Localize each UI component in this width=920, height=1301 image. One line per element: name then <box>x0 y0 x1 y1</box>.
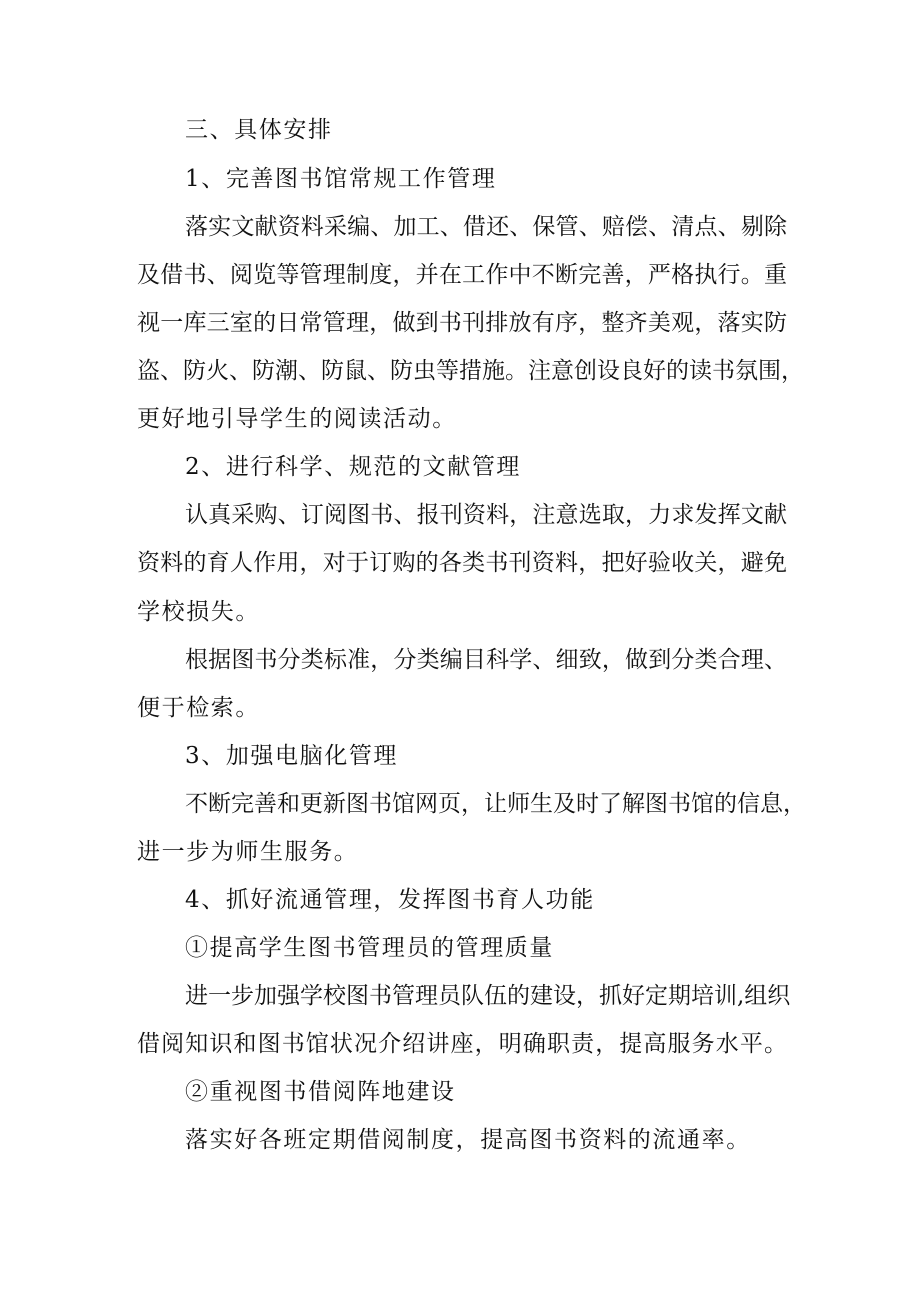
paragraph-line: 更好地引导学生的阅读活动。 <box>137 406 457 432</box>
subheading-4-1: ①提高学生图书管理员的管理质量 <box>185 935 554 961</box>
subheading-3: 3、加强电脑化管理 <box>185 743 399 769</box>
paragraph-line: 认真采购、订阅图书、报刊资料，注意选取，力求发挥文献 <box>185 502 787 528</box>
paragraph-line: 及借书、阅览等管理制度，并在工作中不断完善，严格执行。重 <box>137 262 787 288</box>
paragraph-line: 资料的育人作用，对于订购的各类书刊资料，把好验收关，避免 <box>137 550 787 576</box>
paragraph-line: 落实文献资料采编、加工、借还、保管、赔偿、清点、剔除 <box>185 214 787 240</box>
paragraph-line: 学校损失。 <box>137 599 260 625</box>
paragraph-line: 借阅知识和图书馆状况介绍讲座，明确职责，提高服务水平。 <box>137 1031 787 1057</box>
paragraph-line: 不断完善和更新图书馆网页，让师生及时了解图书馆的信息， <box>185 791 806 817</box>
subheading-4-2: ②重视图书借阅阵地建设 <box>185 1079 456 1105</box>
section-heading: 三、具体安排 <box>185 117 333 143</box>
paragraph-line: 便于检索。 <box>137 695 260 721</box>
subheading-4: 4、抓好流通管理，发挥图书育人功能 <box>185 887 595 913</box>
paragraph-line: 进一步为师生服务。 <box>137 839 359 865</box>
paragraph-line: 视一库三室的日常管理，做到书刊排放有序，整齐美观，落实防 <box>137 310 787 336</box>
paragraph-line: 盗、防火、防潮、防鼠、防虫等措施。注意创设良好的读书氛围， <box>137 358 804 384</box>
subheading-2: 2、进行科学、规范的文献管理 <box>185 454 522 480</box>
paragraph-line: 根据图书分类标准，分类编目科学、细致，做到分类合理、 <box>185 647 787 673</box>
paragraph-line: 进一步加强学校图书管理员队伍的建设，抓好定期培训,组织 <box>185 983 791 1009</box>
subheading-1: 1、完善图书馆常规工作管理 <box>185 166 497 192</box>
paragraph-line: 落实好各班定期借阅制度，提高图书资料的流通率。 <box>185 1127 751 1153</box>
